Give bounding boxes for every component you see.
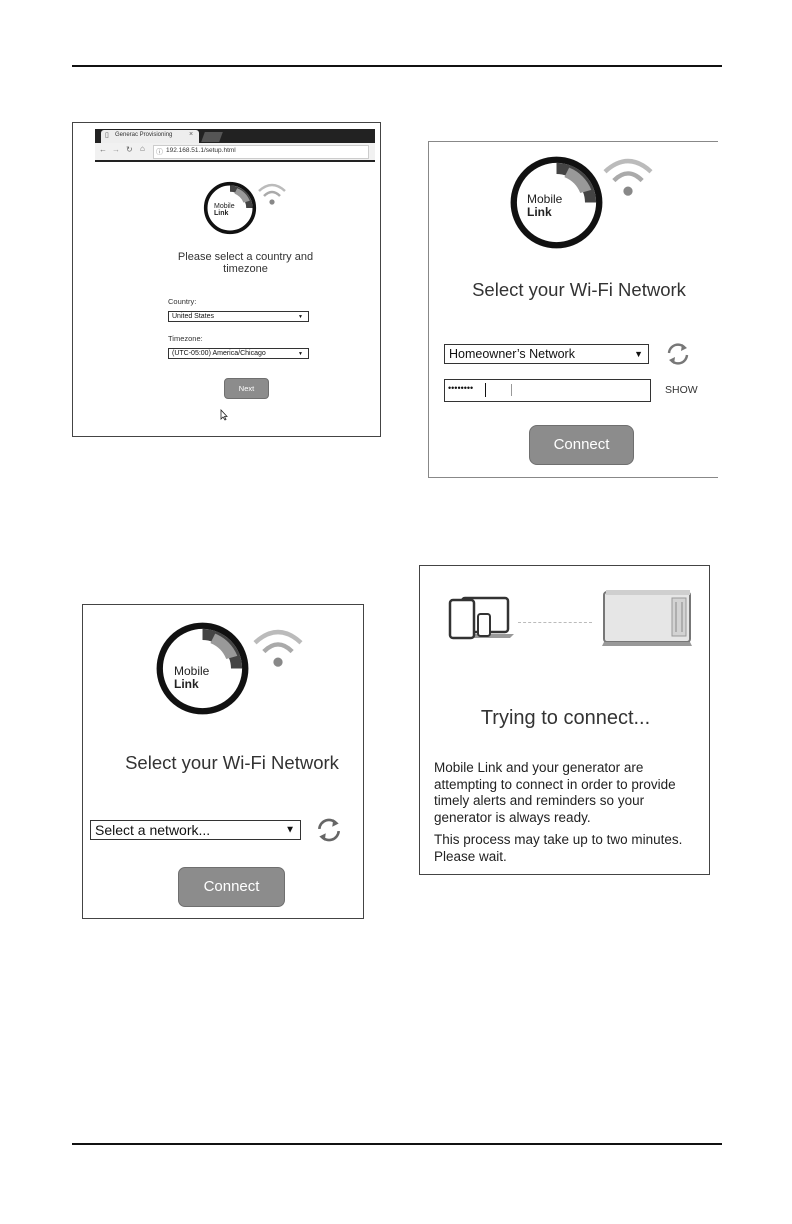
password-mask: •••••••• [448, 383, 474, 393]
logo-text [174, 665, 209, 690]
page-title: Trying to connect... [480, 707, 651, 729]
country-value: United States [172, 313, 215, 320]
logo-line-link: Link [527, 204, 552, 219]
wifi-icon [257, 181, 287, 207]
timezone-select[interactable] [168, 348, 309, 359]
network-select[interactable] [90, 820, 301, 840]
country-select[interactable] [168, 311, 309, 322]
network-select[interactable] [444, 344, 649, 364]
wait-paragraph: This process may take up to two minutes. Please wait. [434, 832, 683, 864]
logo-line-mobile: Mobile [214, 203, 235, 210]
timezone-value: (UTC-05:00) America/Chicago [172, 350, 266, 357]
network-placeholder: Select a network... [95, 822, 211, 838]
i-beam-cursor [511, 384, 512, 396]
info-icon: ⓘ [156, 149, 163, 156]
status-paragraph: Mobile Link and your generator are attempting to connect in order to provide timely alerts and reminders so your generator is always ready. [434, 760, 676, 825]
chevron-down-icon: ▼ [285, 824, 295, 836]
forward-arrow-icon[interactable]: → [112, 145, 120, 154]
top-rule [72, 65, 722, 67]
page-icon: ▯ [105, 132, 109, 139]
connect-button[interactable]: Connect [529, 425, 634, 465]
browser-tab[interactable] [101, 130, 199, 143]
wifi-select-screenshot [82, 604, 364, 919]
generator-icon [600, 584, 695, 648]
mouse-pointer-icon [220, 409, 228, 421]
browser-tab-title: Generac Provisioning [115, 132, 173, 138]
new-tab-button[interactable] [201, 132, 223, 142]
logo-line-link: Link [214, 210, 229, 218]
show-password-toggle[interactable]: SHOW [665, 384, 698, 396]
country-timezone-screenshot [72, 122, 381, 437]
refresh-icon[interactable] [315, 816, 343, 844]
home-icon[interactable]: ⌂ [140, 144, 145, 153]
page-title: Select your Wi-Fi Network [125, 752, 339, 773]
logo-text [214, 203, 235, 218]
network-value: Homeowner’s Network [449, 347, 575, 361]
connection-dashed-line [518, 622, 592, 623]
logo-text [527, 193, 562, 218]
browser-address-bar [95, 143, 375, 162]
logo-line-link: Link [174, 676, 199, 691]
text-cursor [485, 383, 486, 397]
reload-icon[interactable]: ↻ [126, 145, 133, 154]
browser-tab-bar [95, 129, 375, 143]
refresh-icon[interactable] [665, 341, 691, 367]
page-title: Please select a country and timezone [177, 251, 314, 275]
chevron-down-icon: ▼ [298, 350, 303, 357]
chevron-down-icon: ▼ [298, 313, 303, 320]
close-tab-icon[interactable]: × [189, 131, 194, 138]
timezone-label: Timezone: [168, 334, 203, 343]
wifi-icon [601, 154, 655, 200]
wifi-password-screenshot [428, 141, 718, 478]
connect-button[interactable]: Connect [178, 867, 285, 907]
devices-icon [448, 596, 516, 644]
url-text: 192.168.51.1/setup.html [166, 147, 236, 154]
wifi-icon [251, 625, 305, 671]
url-field[interactable] [153, 145, 369, 159]
page-title: Select your Wi-Fi Network [472, 279, 686, 300]
next-button[interactable]: Next [224, 378, 269, 399]
country-label: Country: [168, 297, 197, 306]
password-input[interactable] [444, 379, 651, 402]
back-arrow-icon[interactable]: ← [99, 145, 107, 154]
logo-line-mobile: Mobile [174, 664, 210, 678]
bottom-rule [72, 1143, 722, 1145]
logo-line-mobile: Mobile [527, 192, 563, 206]
trying-to-connect-screenshot [419, 565, 710, 875]
chevron-down-icon: ▼ [634, 349, 643, 359]
